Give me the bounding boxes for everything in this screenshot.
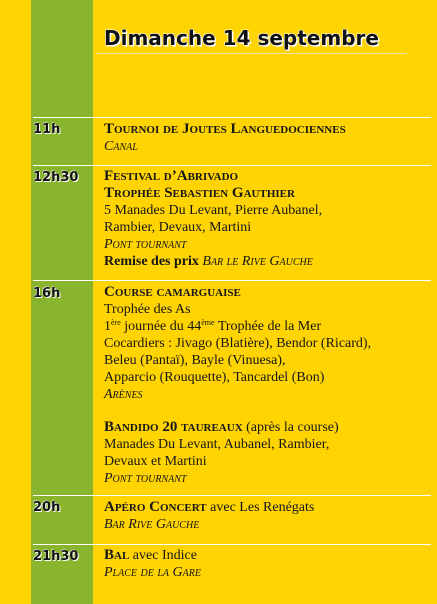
event-divider — [33, 544, 431, 545]
event-description: Trophée des As — [104, 302, 191, 317]
award-label: Remise des prix — [104, 254, 199, 269]
event-title-extra: avec Les Renégats — [206, 500, 315, 515]
event-title: Apéro Concert — [104, 499, 207, 515]
journee-text: Trophée de la Mer — [214, 319, 322, 334]
journee-text: 1 — [104, 319, 111, 334]
event-title: Course camarguaise — [104, 284, 241, 300]
event-description: Manades Du Levant, Aubanel, Rambier, — [104, 437, 330, 452]
event-place: Bar Rive Gauche — [104, 517, 200, 532]
page-title: Dimanche 14 septembre — [104, 26, 379, 50]
event-description: Devaux et Martini — [104, 454, 207, 469]
event-subtitle: Trophée Sebastien Gauthier — [104, 185, 295, 201]
event-description — [104, 318, 429, 335]
award-place: Bar le Rive Gauche — [202, 254, 313, 269]
event-description: Apparcio (Rouquette), Tancardel (Bon) — [104, 370, 325, 385]
event-place: Canal — [104, 139, 138, 154]
event-time: 12h30 — [33, 170, 79, 185]
event-title-extra: (après la course) — [242, 420, 339, 435]
title-divider — [96, 53, 406, 54]
event-place: Pont tournant — [104, 471, 187, 486]
event-divider — [33, 495, 431, 496]
event-time: 11h — [33, 122, 61, 137]
event-description: 5 Manades Du Levant, Pierre Aubanel, — [104, 203, 323, 218]
event-title: Tournoi de Joutes Languedociennes — [104, 121, 346, 137]
event-divider — [33, 280, 431, 281]
event-time: 16h — [33, 286, 61, 301]
journee-sup: ème — [201, 318, 215, 327]
event-place: Pont tournant — [104, 237, 187, 252]
event-description: Cocardiers : Jivago (Blatière), Bendor (Ricard), — [104, 336, 372, 351]
event-21h30 — [104, 547, 429, 581]
event-16h — [104, 284, 429, 403]
event-title: Bandido 20 taureaux — [104, 419, 243, 435]
event-award-line — [104, 253, 429, 270]
event-place: Arènes — [104, 387, 143, 402]
event-description: Rambier, Devaux, Martini — [104, 220, 252, 235]
event-title: Bal — [104, 547, 130, 563]
journee-sup: ère — [111, 318, 121, 327]
event-time: 21h30 — [33, 549, 79, 564]
event-title-line — [104, 419, 429, 436]
event-title: Festival d’Abrivado — [104, 168, 239, 184]
event-12h30 — [104, 168, 429, 270]
event-description: Beleu (Pantaï), Bayle (Vinuesa), — [104, 353, 286, 368]
event-place: Place de la Gare — [104, 565, 201, 580]
event-11h — [104, 121, 429, 155]
event-20h — [104, 499, 429, 533]
event-time: 20h — [33, 500, 61, 515]
event-title-line — [104, 499, 429, 516]
event-divider — [33, 165, 431, 166]
journee-text: journée du 44 — [120, 319, 202, 334]
event-bandido — [104, 419, 429, 487]
event-title-line — [104, 547, 429, 564]
event-title-extra: avec Indice — [129, 548, 197, 563]
event-divider — [33, 117, 431, 118]
